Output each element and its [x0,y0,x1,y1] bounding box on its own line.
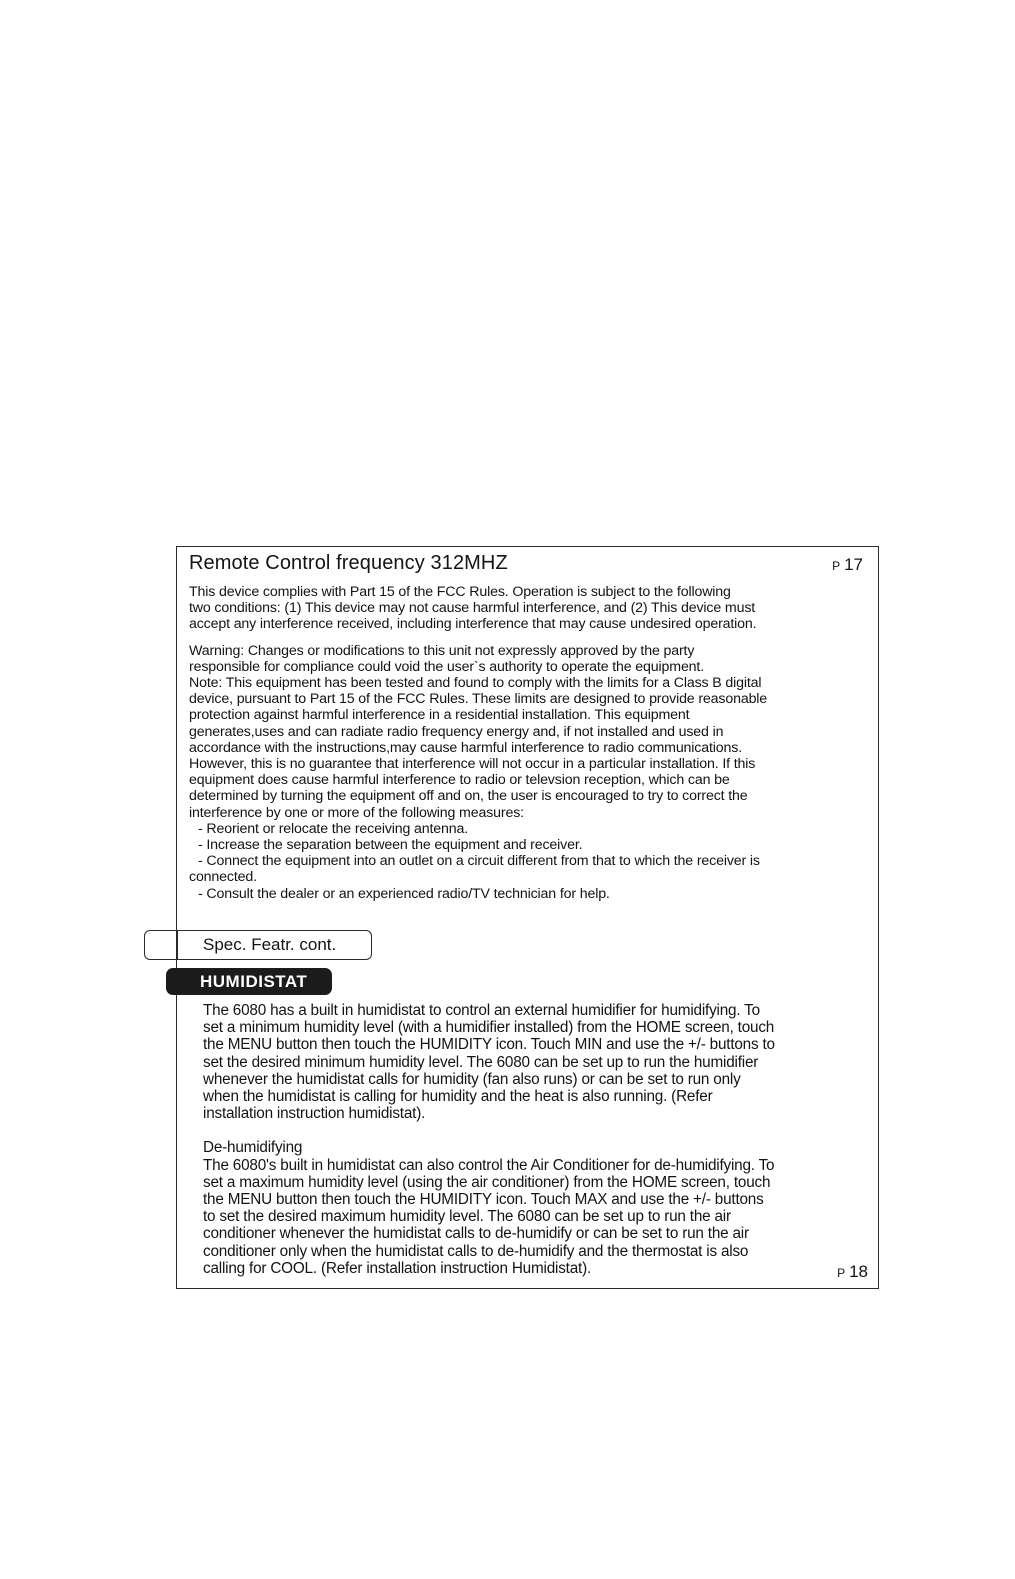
humidistat-paragraph: The 6080 has a built in humidistat to control an external humidifier for humidifying. To set a minimum humidity level (with a humidifier installed) from the HOME screen, touch the MENU button then touch the HUMIDITY icon. Touch MIN and use the +/- buttons to set the desired minimum humidity level. The 6080 can be set up to run the humidifier whenever the humidistat calls for humidity (fan also runs) or can be set to run only when the humidistat is calling for humidity and the heat is also running. (Refer installation instruction humidistat). [203,1002,775,1123]
list-item: - Connect the equipment into an outlet on a circuit different from that to which the receiver is [198,853,760,870]
dehumidifying-paragraph: The 6080's built in humidistat can also control the Air Conditioner for de-humidifying. To set a maximum humidity level (using the air conditioner) from the HOME screen, touch the MENU button then touch the HUMIDITY icon. Touch MAX and use the +/- buttons to set the desired maximum humidity level. The 6080 can be set up to run the air conditioner whenever the humidistat calls to de-humidify or can be set to run the air conditioner only when the humidistat calls to de-humidify and the thermostat is also calling for COOL. (Refer installation instruction Humidistat). [203,1156,775,1277]
page-number-17 [832,555,863,575]
fcc-compliance-paragraph: This device complies with Part 15 of the FCC Rules. Operation is subject to the following two conditions: (1) This device may not cause harmful interference, and (2) This device must accept any interference received, including interference that may cause undesired operation. [189,584,757,633]
list-item: - Consult the dealer or an experienced radio/TV technician for help. [198,885,610,902]
fcc-title-row [189,550,879,580]
humidistat-heading: HUMIDISTAT [166,968,332,995]
fcc-section [189,550,879,902]
page-number-value: 17 [844,555,863,574]
list-item: connected. [189,869,257,886]
section-tab-label: Spec. Featr. cont. [203,935,337,954]
humidistat-section [203,1002,868,1277]
dehumidifying-heading: De-humidifying [203,1139,303,1157]
fcc-title: Remote Control frequency 312MHZ [189,552,508,574]
page-prefix: P [832,559,841,573]
section-tab-divider [176,930,178,960]
page-prefix: P [837,1266,846,1280]
fcc-warning-paragraph: Warning: Changes or modifications to this unit not expressly approved by the party responsible for compliance could void the user`s authority to operate the equipment. Note: This equipment has been tested and found to comply with the limits for a Class B digital device, pursuant to Part 15 of the FCC Rules. These limits are designed to provide reasonable protection against harmful interference in a residential installation. This equipment generates,uses and can radiate radio frequency energy and, if not installed and used in accordance with the instructions,may cause harmful interference to radio communications. However, this is no guarantee that interference will not occur in a particular installation. If this equipment does cause harmful interference to radio or televsion reception, which can be determined by turning the equipment off and on, the user is encouraged to try to correct the interference by one or more of the following measures: [189,642,768,821]
list-item: - Reorient or relocate the receiving antenna. [198,820,469,837]
page-number-value: 18 [849,1262,868,1281]
list-item: - Increase the separation between the equipment and receiver. [198,837,583,854]
fcc-measures-list [189,821,879,902]
